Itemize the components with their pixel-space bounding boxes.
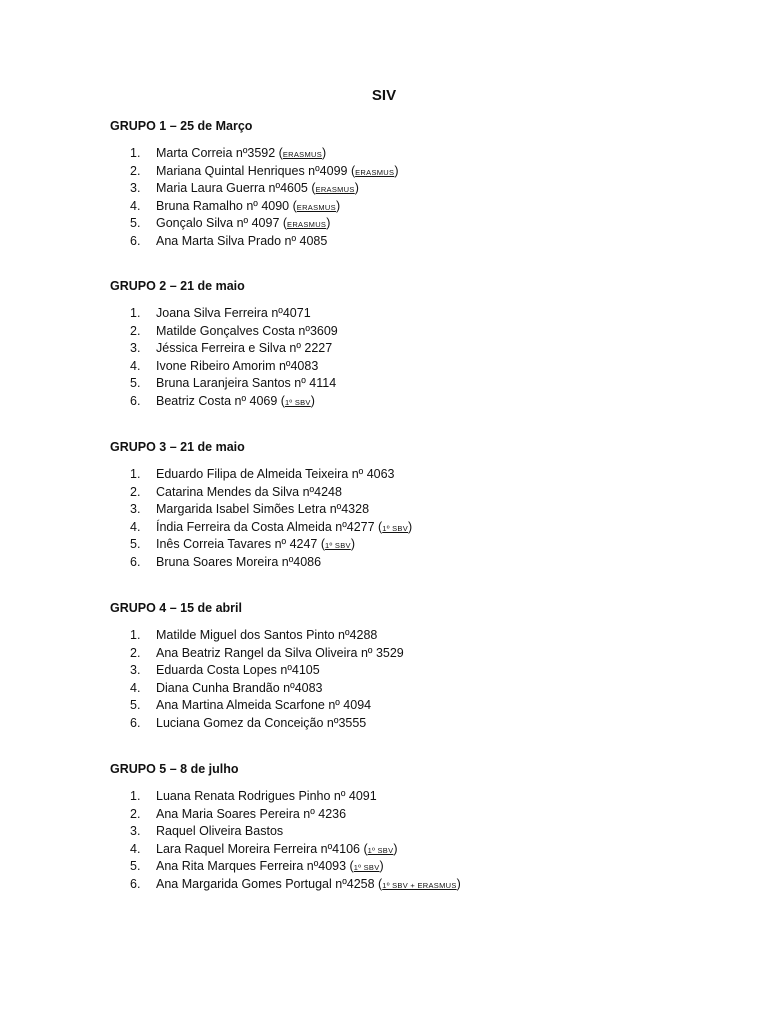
member-name: Inês Correia Tavares nº 4247 ( <box>156 537 326 552</box>
list-item-text <box>156 501 369 519</box>
list-item <box>110 358 710 376</box>
list-item-text <box>156 806 346 824</box>
list-item <box>110 876 710 894</box>
member-list <box>110 305 710 411</box>
list-item <box>110 163 710 181</box>
member-name: Raquel Oliveira Bastos <box>156 824 284 839</box>
member-tag-close: ) <box>408 519 413 534</box>
list-item-number: 4. <box>130 841 141 856</box>
list-item-text <box>156 145 326 164</box>
member-name: Marta Correia nº3592 ( <box>156 146 283 160</box>
list-item <box>110 680 710 698</box>
list-item-text <box>156 375 336 393</box>
member-name: Eduardo Filipa de Almeida Teixeira nº 4063 <box>156 467 395 481</box>
list-item-number: 5. <box>130 859 141 874</box>
member-tag: ERASMUS <box>287 220 327 230</box>
member-list <box>110 145 710 251</box>
member-name: Ana Marta Silva Prado nº 4085 <box>156 233 328 248</box>
member-name: Diana Cunha Brandão nº4083 <box>156 680 323 695</box>
list-item-text <box>156 519 412 538</box>
list-item-text <box>156 554 321 572</box>
member-name: Luana Renata Rodrigues Pinho nº 4091 <box>156 789 377 803</box>
list-item-text <box>156 715 366 733</box>
member-tag-close: ) <box>335 198 341 213</box>
list-item-number: 5. <box>130 537 141 552</box>
list-item-text <box>156 215 330 234</box>
list-item-number: 4. <box>130 680 141 695</box>
list-item <box>110 340 710 358</box>
list-item-number: 3. <box>130 663 141 678</box>
list-item-text <box>156 858 384 877</box>
member-name: Ana Beatriz Rangel da Silva Oliveira nº 3529 <box>156 645 404 660</box>
member-name: Índia Ferreira da Costa Almeida nº4277 ( <box>156 519 383 534</box>
member-tag-close: ) <box>326 216 331 231</box>
list-item-text <box>156 823 283 841</box>
member-tag: ERASMUS <box>282 150 323 159</box>
group-heading: GRUPO 1 – 25 de Março <box>110 119 253 133</box>
member-tag: 1º SBV <box>353 863 380 873</box>
list-item <box>110 662 710 680</box>
list-item <box>110 305 710 323</box>
member-tag: ERASMUS <box>296 202 336 212</box>
member-tag: 1º SBV + ERASMUS <box>382 880 457 890</box>
list-item <box>110 697 710 715</box>
list-item-number: 1. <box>130 306 141 320</box>
group-4 <box>110 600 710 733</box>
list-item-number: 2. <box>130 484 141 499</box>
member-list <box>110 627 710 733</box>
list-item-text <box>156 680 323 698</box>
list-item <box>110 393 710 411</box>
list-item-number: 3. <box>130 824 141 839</box>
list-item-text <box>156 233 327 251</box>
member-name: Ana Martina Almeida Scarfone nº 4094 <box>156 698 372 713</box>
list-item-number: 4. <box>130 358 141 373</box>
member-name: Matilde Gonçalves Costa nº3609 <box>156 323 338 338</box>
list-item-number: 3. <box>130 341 141 356</box>
group-1 <box>110 118 710 251</box>
list-item-text <box>156 876 461 895</box>
list-item-text <box>156 198 340 217</box>
list-item <box>110 375 710 393</box>
list-item-number: 1. <box>130 146 141 160</box>
list-item-number: 2. <box>130 163 141 178</box>
member-name: Joana Silva Ferreira nº4071 <box>156 306 311 320</box>
member-name: Mariana Quintal Henriques nº4099 ( <box>156 163 356 178</box>
list-item-number: 1. <box>130 467 141 481</box>
member-name: Bruna Soares Moreira nº4086 <box>156 554 322 569</box>
list-item-number: 4. <box>130 519 141 534</box>
member-tag: ERASMUS <box>355 167 395 177</box>
member-name: Jéssica Ferreira e Silva nº 2227 <box>156 341 333 356</box>
list-item <box>110 180 710 198</box>
member-name: Beatriz Costa nº 4069 ( <box>156 393 285 408</box>
member-tag-close: ) <box>394 163 399 178</box>
list-item-number: 6. <box>130 876 141 891</box>
group-2 <box>110 278 710 411</box>
list-item-number: 5. <box>130 698 141 713</box>
member-name: Catarina Mendes da Silva nº4248 <box>156 484 342 499</box>
list-item-text <box>156 484 342 502</box>
member-name: Bruna Ramalho nº 4090 ( <box>156 198 297 213</box>
list-item-text <box>156 788 377 806</box>
list-item-text <box>156 393 315 412</box>
document-title: SIV <box>371 87 397 104</box>
member-tag: 1º SBV <box>325 541 351 551</box>
list-item-number: 6. <box>130 393 141 408</box>
list-item <box>110 233 710 251</box>
list-item-number: 5. <box>130 216 141 231</box>
list-item-text <box>156 697 371 715</box>
member-name: Margarida Isabel Simões Letra nº4328 <box>156 502 370 517</box>
list-item <box>110 715 710 733</box>
list-item-number: 3. <box>130 502 141 517</box>
list-item-text <box>156 841 398 860</box>
member-name: Ana Maria Soares Pereira nº 4236 <box>156 806 347 821</box>
list-item-number: 4. <box>130 198 141 213</box>
member-name: Ana Margarida Gomes Portugal nº4258 ( <box>156 876 383 891</box>
list-item-number: 6. <box>130 554 141 569</box>
group-heading: GRUPO 4 – 15 de abril <box>110 601 242 615</box>
group-5 <box>110 761 710 894</box>
member-name: Maria Laura Guerra nº4605 ( <box>156 181 316 196</box>
list-item-text <box>156 645 404 663</box>
list-item-text <box>156 340 332 358</box>
member-name: Luciana Gomez da Conceição nº3555 <box>156 715 367 730</box>
list-item-text <box>156 627 377 645</box>
list-item-number: 2. <box>130 323 141 338</box>
list-item <box>110 323 710 341</box>
member-name: Bruna Laranjeira Santos nº 4114 <box>156 376 337 391</box>
list-item <box>110 823 710 841</box>
member-name: Ivone Ribeiro Amorim nº4083 <box>156 358 319 373</box>
member-tag-close: ) <box>322 146 327 160</box>
member-tag: 1º SBV <box>367 845 394 855</box>
list-item <box>110 501 710 519</box>
list-item-text <box>156 536 355 555</box>
member-tag-close: ) <box>350 537 355 552</box>
list-item-number: 3. <box>130 181 141 196</box>
list-item-number: 1. <box>130 789 141 803</box>
member-tag: 1º SBV <box>382 523 409 533</box>
group-heading: GRUPO 2 – 21 de maio <box>110 279 245 293</box>
list-item-text <box>156 163 399 182</box>
list-item-text <box>156 305 311 323</box>
member-name: Lara Raquel Moreira Ferreira nº4106 ( <box>156 841 368 856</box>
member-name: Gonçalo Silva nº 4097 ( <box>156 216 288 231</box>
list-item-number: 2. <box>130 645 141 660</box>
list-item <box>110 145 710 163</box>
group-heading: GRUPO 3 – 21 de maio <box>110 440 245 454</box>
member-tag-close: ) <box>310 393 315 408</box>
member-name: Matilde Miguel dos Santos Pinto nº4288 <box>156 628 378 642</box>
list-item <box>110 215 710 233</box>
member-name: Eduarda Costa Lopes nº4105 <box>156 663 320 678</box>
group-3 <box>110 439 710 572</box>
list-item <box>110 536 710 554</box>
list-item <box>110 806 710 824</box>
member-tag-close: ) <box>354 181 359 196</box>
list-item <box>110 627 710 645</box>
list-item <box>110 788 710 806</box>
list-item <box>110 519 710 537</box>
group-heading: GRUPO 5 – 8 de julho <box>110 762 239 776</box>
list-item-text <box>156 466 395 484</box>
list-item <box>110 858 710 876</box>
list-item <box>110 466 710 484</box>
list-item-number: 6. <box>130 233 141 248</box>
list-item-number: 1. <box>130 628 141 642</box>
member-tag-close: ) <box>379 859 384 874</box>
member-name: Ana Rita Marques Ferreira nº4093 ( <box>156 859 354 874</box>
member-tag: ERASMUS <box>315 185 355 195</box>
member-tag: 1º SBV <box>284 397 311 407</box>
list-item-text <box>156 323 338 341</box>
list-item-text <box>156 662 320 680</box>
list-item-number: 2. <box>130 806 141 821</box>
list-item <box>110 554 710 572</box>
list-item <box>110 484 710 502</box>
member-list <box>110 788 710 894</box>
member-list <box>110 466 710 572</box>
list-item-number: 5. <box>130 376 141 391</box>
list-item-text <box>156 358 318 376</box>
list-item <box>110 198 710 216</box>
list-item <box>110 841 710 859</box>
list-item <box>110 645 710 663</box>
list-item-number: 6. <box>130 715 141 730</box>
list-item-text <box>156 180 359 199</box>
member-tag-close: ) <box>393 841 398 856</box>
member-tag-close: ) <box>456 876 461 891</box>
